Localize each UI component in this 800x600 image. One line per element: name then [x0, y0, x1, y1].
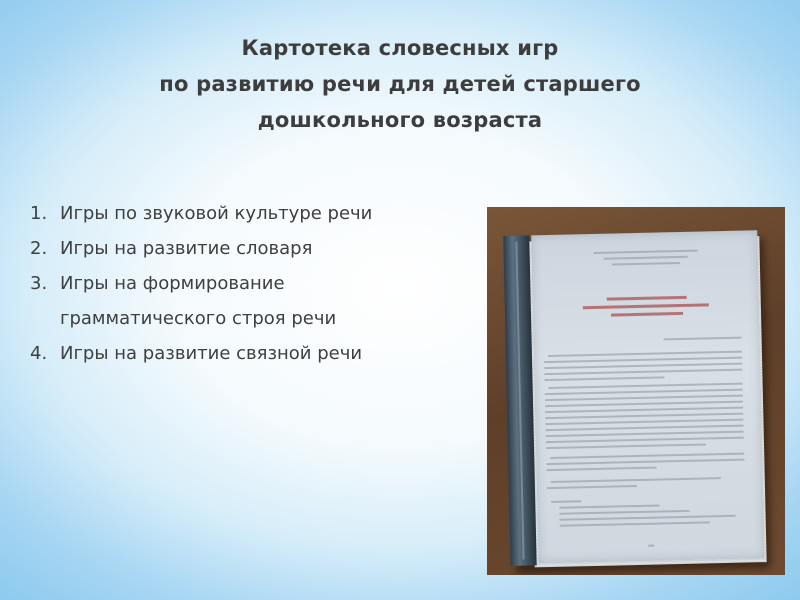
binder-photo	[487, 207, 785, 575]
cover-title-line	[607, 296, 687, 301]
body-text-line	[544, 376, 664, 381]
list-item-line: Игры на развитие связной речи	[60, 343, 363, 364]
list-item-text	[60, 231, 372, 266]
body-text-line	[551, 477, 721, 483]
header-text-line	[612, 262, 680, 266]
title-line-2: по развитию речи для детей старшего	[159, 72, 641, 96]
binder	[503, 230, 771, 572]
topic-list	[30, 196, 372, 371]
body-text-line	[545, 395, 743, 401]
body-text-line	[560, 521, 710, 526]
header-text-line	[594, 250, 698, 254]
body-text-line	[545, 407, 743, 413]
slide-title	[0, 30, 800, 138]
author-text-line	[664, 337, 742, 341]
list-item-number: 4.	[30, 343, 48, 364]
binder-cover-page	[531, 230, 764, 563]
list-item-line: грамматического строя речи	[60, 308, 337, 329]
body-text-line	[544, 363, 742, 369]
cover-title-line	[611, 312, 683, 317]
body-text-line	[550, 453, 744, 459]
body-text-line	[560, 515, 736, 521]
list-item	[30, 196, 372, 231]
body-text-line	[545, 401, 743, 407]
list-item	[30, 266, 372, 336]
cover-title-line	[583, 303, 709, 309]
body-text-line	[551, 500, 581, 503]
list-item-text	[60, 336, 372, 371]
body-text-line	[545, 413, 743, 419]
body-text-line	[548, 351, 742, 357]
list-item	[30, 336, 372, 371]
title-line-3: дошкольного возраста	[257, 108, 543, 132]
list-item-line: Игры на развитие словаря	[60, 238, 313, 259]
list-item-text	[60, 266, 372, 336]
header-text-line	[604, 256, 688, 260]
title-line-1: Картотека словесных игр	[241, 36, 559, 60]
body-text-line	[560, 510, 690, 515]
body-text-line	[546, 459, 744, 465]
body-text-line	[545, 419, 743, 425]
body-text-line	[549, 383, 743, 389]
body-text-line	[546, 431, 744, 437]
body-text-line	[544, 369, 742, 375]
body-text-line	[546, 437, 744, 443]
body-text-line	[547, 485, 637, 489]
list-item-number: 1.	[30, 203, 48, 224]
list-item-line: Игры по звуковой культуре речи	[60, 203, 373, 224]
body-text-line	[545, 389, 743, 395]
page-number-mark	[648, 545, 654, 547]
binder-spine-seam	[515, 242, 524, 560]
body-text-line	[546, 425, 744, 431]
list-item-line: Игры на формирование	[60, 273, 285, 294]
list-item-number: 2.	[30, 238, 48, 259]
body-text-line	[559, 505, 659, 509]
body-text-line	[547, 467, 657, 471]
list-item	[30, 231, 372, 266]
list-item-number: 3.	[30, 273, 48, 294]
list-item-text	[60, 196, 372, 231]
body-text-line	[546, 443, 706, 449]
body-text-line	[544, 357, 742, 363]
